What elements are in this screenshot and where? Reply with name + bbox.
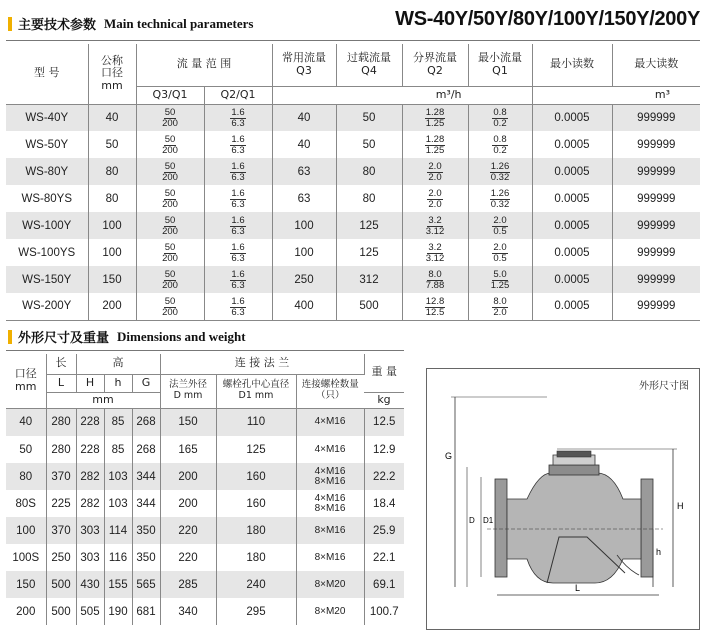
cell-H: 303 [76,544,104,571]
cell-min-reading: 0.0005 [532,212,612,239]
cell-bolt-count: 8×M20 [296,571,364,598]
cell-q2q1: $\frac{1.6}{6.3}$ [204,158,272,185]
cell-caliber: 100 [6,517,46,544]
cell-L: 225 [46,490,76,517]
table-row [6,104,700,131]
cell-q2: $\frac{8.0}{7.88}$ [402,266,468,293]
header-G: G [132,374,160,392]
cell-G: 565 [132,571,160,598]
cell-q1: $\frac{0.8}{0.2}$ [468,131,532,158]
cell-model: WS-80Y [6,158,88,185]
table-row [6,490,404,517]
G-label: G [445,451,453,461]
cell-max-reading: 999999 [612,212,700,239]
D1-label: D1 [483,516,494,525]
cell-q1: $\frac{8.0}{2.0}$ [468,293,532,320]
cell-q4: 80 [336,158,402,185]
cell-q2q1: $\frac{1.6}{6.3}$ [204,104,272,131]
cell-max-reading: 999999 [612,266,700,293]
cell-q1: $\frac{5.0}{1.25}$ [468,266,532,293]
cell-bolt-circle: 160 [216,463,296,490]
cell-q2: $\frac{1.28}{1.25}$ [402,104,468,131]
cell-q3q1: $\frac{50}{200}$ [136,185,204,212]
cell-caliber: 150 [6,571,46,598]
header-h: h [104,374,132,392]
model-title: WS-40Y/50Y/80Y/100Y/150Y/200Y [395,8,700,30]
cell-q3: 400 [272,293,336,320]
cell-q2: $\frac{3.2}{3.12}$ [402,212,468,239]
cell-bolt-count: 8×M16 [296,544,364,571]
right-flange [641,479,653,577]
header-boundary-flow: 分界流量 Q2 [402,44,468,86]
cell-weight: 18.4 [364,490,404,517]
cell-q4: 500 [336,293,402,320]
cell-L: 370 [46,463,76,490]
cell-q3q1: $\frac{50}{200}$ [136,212,204,239]
cell-L: 280 [46,436,76,463]
header-flange: 连 接 法 兰 [160,354,364,374]
header-mm: mm [46,392,160,408]
cell-q3q1: $\frac{50}{200}$ [136,266,204,293]
cell-flange-od: 150 [160,408,216,436]
cell-max-reading: 999999 [612,293,700,320]
header-kg: kg [364,392,404,408]
cell-q1: $\frac{1.26}{0.32}$ [468,185,532,212]
cell-caliber: 100S [6,544,46,571]
cell-q2: $\frac{1.28}{1.25}$ [402,131,468,158]
cell-q3q1: $\frac{50}{200}$ [136,104,204,131]
table-row [6,517,404,544]
cell-min-reading: 0.0005 [532,158,612,185]
cell-model: WS-150Y [6,266,88,293]
register-lid [557,451,591,457]
table-row [6,158,700,185]
water-meter-drawing [427,369,699,629]
cell-flange-od: 220 [160,544,216,571]
header-bolt-count: 连接螺栓数量 （只） [296,374,364,408]
cell-flange-od: 200 [160,463,216,490]
cell-H: 282 [76,490,104,517]
cell-q2q1: $\frac{1.6}{6.3}$ [204,185,272,212]
cell-G: 350 [132,517,160,544]
cell-bolt-count: 8×M20 [296,598,364,625]
cell-H: 303 [76,517,104,544]
table-row [6,212,700,239]
h-label: h [656,547,662,557]
section-marker [8,330,12,344]
cell-h: 190 [104,598,132,625]
cell-weight: 100.7 [364,598,404,625]
table-row [6,408,404,436]
left-flange [495,479,507,577]
cell-L: 500 [46,571,76,598]
cell-weight: 12.5 [364,408,404,436]
header-divider [6,40,700,41]
cell-L: 500 [46,598,76,625]
cell-q3q1: $\frac{50}{200}$ [136,131,204,158]
cell-h: 114 [104,517,132,544]
cell-weight: 22.1 [364,544,404,571]
cell-bolt-circle: 240 [216,571,296,598]
cell-flange-od: 285 [160,571,216,598]
cell-q1: $\frac{1.26}{0.32}$ [468,158,532,185]
cell-G: 268 [132,436,160,463]
header-min-reading: 最小读数 [532,44,612,86]
cell-q2q1: $\frac{1.6}{6.3}$ [204,239,272,266]
cell-q2: $\frac{12.8}{12.5}$ [402,293,468,320]
cell-q2q1: $\frac{1.6}{6.3}$ [204,131,272,158]
cell-q2: $\frac{3.2}{3.12}$ [402,239,468,266]
cell-q1: $\frac{2.0}{0.5}$ [468,212,532,239]
cell-weight: 25.9 [364,517,404,544]
cell-weight: 12.9 [364,436,404,463]
cell-bolt-circle: 180 [216,544,296,571]
dimension-diagram [426,368,700,630]
cell-bolt-circle: 160 [216,490,296,517]
header-caliber2: 口径 mm [6,354,46,408]
table-row [6,239,700,266]
cell-flange-od: 165 [160,436,216,463]
cell-min-reading: 0.0005 [532,104,612,131]
cell-max-reading: 999999 [612,104,700,131]
cell-bolt-circle: 180 [216,517,296,544]
cell-H: 430 [76,571,104,598]
cell-bolt-count: 4×M16 [296,408,364,436]
cell-max-reading: 999999 [612,158,700,185]
cell-model: WS-50Y [6,131,88,158]
cell-bolt-circle: 125 [216,436,296,463]
header-caliber: 公称 口径 mm [88,44,136,104]
cell-min-reading: 0.0005 [532,185,612,212]
cell-caliber: 100 [88,212,136,239]
table-row [6,436,404,463]
cell-caliber: 80 [88,158,136,185]
header-q3q1: Q3/Q1 [136,86,204,104]
technical-parameters-table [6,44,700,321]
register-base [549,465,599,475]
cell-caliber: 200 [6,598,46,625]
cell-caliber: 200 [88,293,136,320]
cell-q3q1: $\frac{50}{200}$ [136,239,204,266]
section2-divider [6,350,404,351]
cell-q3q1: $\frac{50}{200}$ [136,158,204,185]
cell-q2q1: $\frac{1.6}{6.3}$ [204,293,272,320]
header-bolt-circle: 螺栓孔中心直径 D1 mm [216,374,296,408]
cell-q2q1: $\frac{1.6}{6.3}$ [204,212,272,239]
cell-H: 228 [76,408,104,436]
cell-caliber: 80 [6,463,46,490]
cell-L: 280 [46,408,76,436]
cell-q1: $\frac{2.0}{0.5}$ [468,239,532,266]
cell-flange-od: 340 [160,598,216,625]
cell-q2: $\frac{2.0}{2.0}$ [402,158,468,185]
cell-caliber: 100 [88,239,136,266]
section1-title-zh: 主要技术参数 [18,18,97,33]
cell-min-reading: 0.0005 [532,293,612,320]
header-unit-flow: m³/h [272,86,532,104]
H-label: H [677,501,684,511]
table-row [6,463,404,490]
cell-model: WS-80YS [6,185,88,212]
cell-q4: 312 [336,266,402,293]
cell-q3: 100 [272,239,336,266]
cell-bolt-count: 8×M16 [296,517,364,544]
header-min-flow: 最小流量 Q1 [468,44,532,86]
cell-max-reading: 999999 [612,239,700,266]
dimensions-weight-table [6,354,404,625]
cell-bolt-count: 4×M16 8×M16 [296,463,364,490]
header-flow-range: 流 量 范 围 [136,44,272,86]
cell-caliber: 50 [6,436,46,463]
cell-bolt-circle: 295 [216,598,296,625]
cell-h: 85 [104,436,132,463]
cell-caliber: 40 [6,408,46,436]
cell-q2q1: $\frac{1.6}{6.3}$ [204,266,272,293]
cell-caliber: 150 [88,266,136,293]
cell-q3q1: $\frac{50}{200}$ [136,293,204,320]
diagram-caption: 外形尺寸图 [639,381,689,392]
cell-q3: 63 [272,158,336,185]
D-label: D [469,516,475,525]
table-row [6,571,404,598]
cell-q4: 125 [336,239,402,266]
L-label: L [575,583,581,593]
header-weight: 重 量 [364,354,404,392]
cell-h: 103 [104,490,132,517]
cell-L: 370 [46,517,76,544]
cell-q1: $\frac{0.8}{0.2}$ [468,104,532,131]
cell-model: WS-100Y [6,212,88,239]
cell-H: 282 [76,463,104,490]
cell-G: 681 [132,598,160,625]
cell-q3: 63 [272,185,336,212]
cell-caliber: 40 [88,104,136,131]
cell-min-reading: 0.0005 [532,266,612,293]
cell-q4: 50 [336,131,402,158]
cell-model: WS-200Y [6,293,88,320]
table-row [6,293,700,320]
cell-h: 85 [104,408,132,436]
cell-min-reading: 0.0005 [532,131,612,158]
header-L: L [46,374,76,392]
cell-flange-od: 200 [160,490,216,517]
cell-h: 155 [104,571,132,598]
cell-q4: 50 [336,104,402,131]
section1-title-en: Main technical parameters [104,15,254,31]
table-row [6,598,404,625]
header-overload-flow: 过载流量 Q4 [336,44,402,86]
cell-model: WS-100YS [6,239,88,266]
header-common-flow: 常用流量 Q3 [272,44,336,86]
cell-min-reading: 0.0005 [532,239,612,266]
table-row [6,185,700,212]
cell-bolt-count: 4×M16 [296,436,364,463]
header-q2q1: Q2/Q1 [204,86,272,104]
section1-header [8,14,253,33]
cell-caliber: 50 [88,131,136,158]
section2-header [8,327,246,346]
cell-model: WS-40Y [6,104,88,131]
header-H: H [76,374,104,392]
cell-flange-od: 220 [160,517,216,544]
cell-G: 344 [132,490,160,517]
cell-q3: 250 [272,266,336,293]
cell-max-reading: 999999 [612,185,700,212]
header-height: 高 [76,354,160,374]
section-marker [8,17,12,31]
table-row [6,131,700,158]
header-flange-od: 法兰外径 D mm [160,374,216,408]
cell-G: 350 [132,544,160,571]
cell-q4: 125 [336,212,402,239]
cell-H: 228 [76,436,104,463]
cell-G: 268 [132,408,160,436]
header-max-reading: 最大读数 [612,44,700,86]
table-row [6,544,404,571]
cell-q2: $\frac{2.0}{2.0}$ [402,185,468,212]
cell-G: 344 [132,463,160,490]
cell-L: 250 [46,544,76,571]
cell-caliber: 80 [88,185,136,212]
header-model: 型 号 [6,44,88,104]
table-row [6,266,700,293]
header-unit-reading: m³ [532,86,700,104]
cell-weight: 22.2 [364,463,404,490]
cell-bolt-count: 4×M16 8×M16 [296,490,364,517]
cell-q4: 80 [336,185,402,212]
section2-title-zh: 外形尺寸及重量 [18,331,110,346]
cell-H: 505 [76,598,104,625]
cell-max-reading: 999999 [612,131,700,158]
section2-title-en: Dimensions and weight [117,328,246,344]
cell-q3: 100 [272,212,336,239]
meter-body [507,473,641,583]
cell-q3: 40 [272,131,336,158]
cell-bolt-circle: 110 [216,408,296,436]
cell-h: 116 [104,544,132,571]
header-length: 长 [46,354,76,374]
cell-caliber: 80S [6,490,46,517]
cell-weight: 69.1 [364,571,404,598]
cell-h: 103 [104,463,132,490]
cell-q3: 40 [272,104,336,131]
